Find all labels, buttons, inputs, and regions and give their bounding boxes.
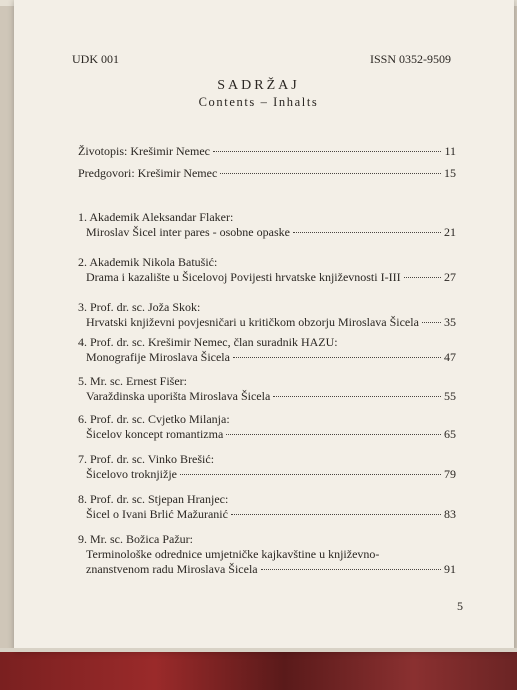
page-number: 5 (457, 599, 463, 613)
toc-entry-author: 1. Akademik Aleksandar Flaker: (78, 210, 234, 224)
front-item-text: Životopis: Krešimir Nemec (78, 144, 210, 158)
toc-entry-title: Šicelovo troknjižje (86, 467, 177, 481)
issn-label: ISSN 0352-9509 (370, 52, 452, 66)
dot-leader (220, 173, 441, 174)
dot-leader (261, 569, 441, 570)
toc-entry (78, 210, 456, 240)
toc-entry (78, 532, 456, 577)
front-item (78, 166, 456, 181)
toc-entry-page: 55 (444, 389, 456, 403)
contents-title: SADRŽAJ (217, 78, 300, 93)
toc-entry-author: 3. Prof. dr. sc. Joža Skok: (78, 300, 201, 314)
dot-leader (404, 277, 441, 278)
dot-leader (213, 151, 441, 152)
toc-entry (78, 492, 456, 522)
toc-entry-title: Drama i kazalište u Šicelovoj Povijesti hrvatske književnosti I-III (86, 270, 401, 284)
toc-entry-page: 79 (444, 467, 456, 481)
dot-leader (226, 434, 441, 435)
toc-entry-author: 7. Prof. dr. sc. Vinko Brešić: (78, 452, 215, 466)
toc-entry-title: Monografije Miroslava Šicela (86, 350, 230, 364)
toc-entry-author: 6. Prof. dr. sc. Cvjetko Milanja: (78, 412, 230, 426)
front-item-page: 11 (444, 144, 456, 158)
toc-entry-title: Šicel o Ivani Brlić Mažuranić (86, 507, 228, 521)
toc-entry (78, 335, 456, 365)
toc-entry-page: 35 (444, 315, 456, 329)
toc-entry-author: 8. Prof. dr. sc. Stjepan Hranjec: (78, 492, 229, 506)
toc-entry-page: 27 (444, 270, 456, 284)
toc-entry-author: 9. Mr. sc. Božica Pažur: (78, 532, 193, 546)
udk-label: UDK 001 (72, 52, 119, 66)
toc-entry-page: 21 (444, 225, 456, 239)
dot-leader (422, 322, 441, 323)
front-item-text: Predgovori: Krešimir Nemec (78, 166, 218, 180)
toc-entry-page: 83 (444, 507, 456, 521)
toc-entry (78, 412, 456, 442)
front-item-page: 15 (444, 166, 456, 180)
toc-entry (78, 300, 456, 330)
toc-entry-title: Miroslav Šicel inter pares - osobne opaske (86, 225, 290, 239)
contents-subtitle: Contents – Inhalts (198, 95, 319, 109)
dot-leader (233, 357, 441, 358)
toc-entry-page: 65 (444, 427, 456, 441)
toc-entry-title: Hrvatski književni povjesničari u kritičkom obzorju Miroslava Šicela (86, 315, 419, 329)
toc-entry (78, 374, 456, 404)
dot-leader (231, 514, 441, 515)
toc-entry-title: Terminološke odrednice umjetničke kajkavštine u književno- (86, 547, 380, 561)
toc-entry-author: 5. Mr. sc. Ernest Fišer: (78, 374, 187, 388)
toc-entry-title: Varaždinska uporišta Miroslava Šicela (86, 389, 271, 403)
toc-entry-page: 91 (444, 562, 456, 576)
toc-entry-title-continued: znanstvenom radu Miroslava Šicela (86, 562, 258, 576)
toc-entry-author: 4. Prof. dr. sc. Krešimir Nemec, član suradnik HAZU: (78, 335, 338, 349)
toc-entry (78, 452, 456, 482)
toc-entry-title: Šicelov koncept romantizma (86, 427, 224, 441)
toc-entry (78, 255, 456, 285)
toc-entry-author: 2. Akademik Nikola Batušić: (78, 255, 218, 269)
dot-leader (180, 474, 441, 475)
carpet-background (0, 650, 517, 690)
toc-entry-page: 47 (444, 350, 456, 364)
dot-leader (273, 396, 441, 397)
front-item (78, 144, 456, 159)
dot-leader (293, 232, 441, 233)
page-bottom-edge (0, 648, 517, 652)
